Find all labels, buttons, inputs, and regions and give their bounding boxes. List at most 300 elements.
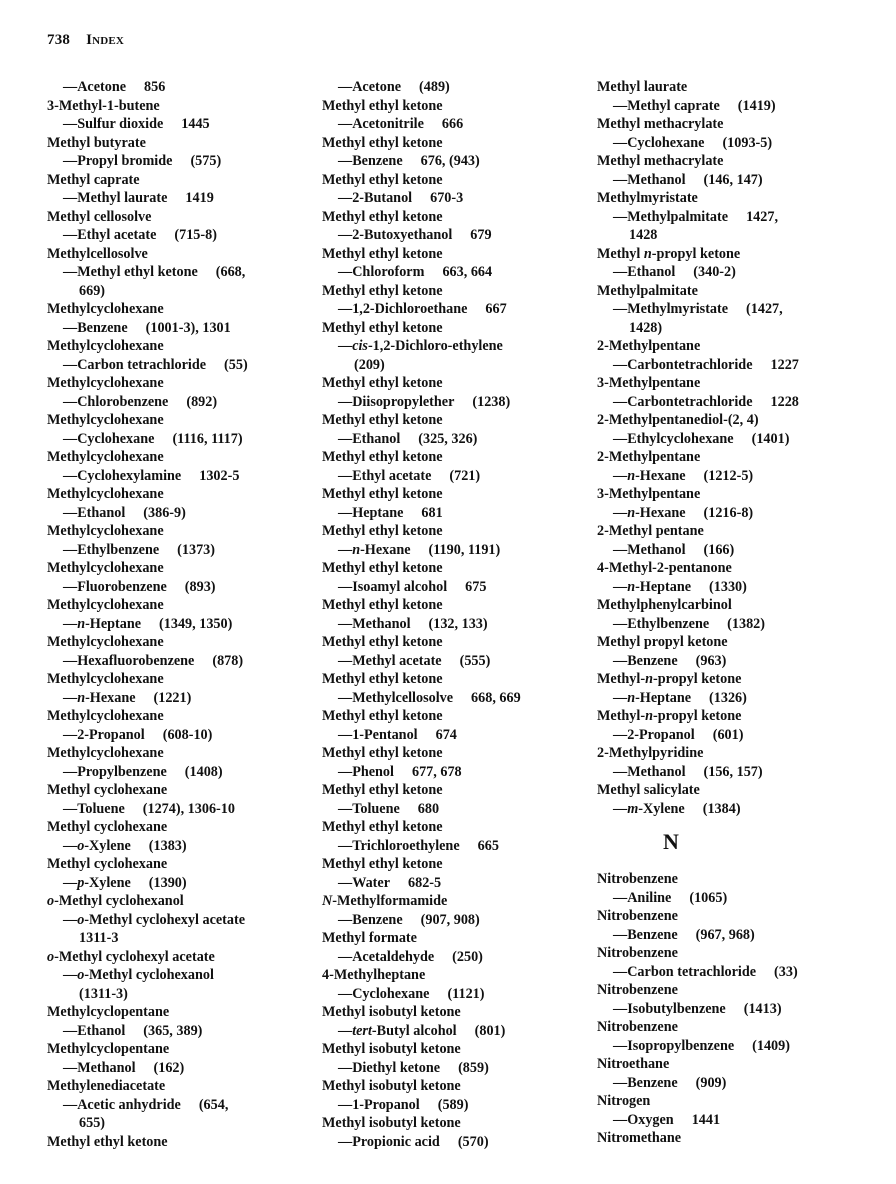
- index-subentry: [47, 393, 307, 412]
- italic-prefix: n: [627, 504, 636, 521]
- index-subentry: [597, 430, 857, 449]
- index-entry-heading: [47, 559, 307, 578]
- entry-text: 1428): [629, 319, 663, 336]
- entry-text: —Benzene: [613, 1074, 678, 1091]
- index-entry-heading: [597, 337, 857, 356]
- dash: —: [338, 541, 353, 558]
- index-subentry: [597, 263, 857, 282]
- entry-text: Methyl formate: [322, 930, 417, 946]
- page-reference: 856: [144, 79, 166, 95]
- entry-text: Methyl isobutyl ketone: [322, 1004, 461, 1020]
- index-subentry: [47, 578, 307, 597]
- entry-text: Methylcyclohexane: [47, 671, 164, 687]
- page-reference: (1212-5): [703, 467, 754, 484]
- page-reference: 681: [421, 504, 443, 521]
- dash: —: [63, 967, 78, 983]
- dash: —: [338, 1022, 353, 1039]
- index-entry-heading: [322, 1114, 582, 1133]
- index-subentry: [322, 1133, 582, 1152]
- index-subentry: [47, 189, 307, 208]
- page-reference: (721): [449, 467, 481, 484]
- page-reference: (1116, 1117): [172, 430, 243, 447]
- index-subentry: [322, 152, 582, 171]
- entry-text: 669): [79, 282, 106, 299]
- entry-text: —Isobutylbenzene: [613, 1000, 726, 1017]
- index-entry-heading: [597, 670, 857, 689]
- entry-text: Nitrobenzene: [597, 1019, 678, 1035]
- entry-text: —Carbon tetrachloride: [613, 963, 757, 980]
- entry-text: 2-Methylpentane: [597, 338, 701, 354]
- page-reference: (601): [712, 726, 744, 743]
- index-entry-heading: [322, 522, 582, 541]
- entry-text: Methyl-: [597, 708, 646, 724]
- page-reference: (608-10): [162, 726, 213, 743]
- index-entry-heading: [597, 522, 857, 541]
- page-reference: (1065): [689, 889, 728, 906]
- index-subentry: [322, 430, 582, 449]
- italic-prefix: o: [77, 967, 85, 983]
- entry-text: Methyl cellosolve: [47, 208, 152, 225]
- entry-text: Methylcyclohexane: [47, 634, 164, 650]
- entry-text: 1311-3: [79, 930, 119, 946]
- index-entry-heading: [597, 485, 857, 504]
- index-subentry: [597, 1037, 857, 1056]
- entry-text: Methylcyclohexane: [47, 597, 164, 613]
- dash: —: [613, 800, 628, 817]
- page-reference: 1228: [770, 393, 799, 410]
- entry-text: —Phenol: [338, 763, 394, 780]
- index-subentry: [322, 763, 582, 782]
- page-reference: (555): [459, 652, 491, 669]
- page-reference: (1401): [751, 430, 790, 447]
- entry-text: Methyl ethyl ketone: [322, 560, 443, 576]
- italic-prefix: n: [627, 467, 636, 484]
- index-entry-heading: [597, 870, 857, 889]
- page-reference: 674: [435, 726, 457, 743]
- index-entry-heading: [597, 907, 857, 926]
- entry-text: Methylcyclohexane: [47, 412, 164, 428]
- section-letter: N: [663, 829, 679, 854]
- entry-text: Methyl ethyl ketone: [322, 708, 443, 724]
- index-subentry: [47, 763, 307, 782]
- index-subentry: [322, 504, 582, 523]
- index-entry-heading: [47, 744, 307, 763]
- entry-text: -Methylformamide: [332, 893, 448, 909]
- entry-text: Nitrobenzene: [597, 982, 678, 998]
- index-subentry: [47, 541, 307, 560]
- page-reference: (1408): [184, 763, 223, 780]
- index-subentry: [47, 430, 307, 449]
- index-subentry: [322, 1022, 582, 1041]
- index-subentry: [47, 837, 307, 856]
- index-subentry: [322, 985, 582, 1004]
- entry-text: —Hexafluorobenzene: [63, 652, 195, 669]
- entry-text: Methyl isobutyl ketone: [322, 1041, 461, 1057]
- entry-text: Methyl salicylate: [597, 782, 700, 798]
- italic-prefix: o: [47, 893, 55, 909]
- index-entry-heading: [322, 966, 582, 985]
- entry-text: —Isoamyl alcohol: [338, 578, 448, 595]
- entry-text: Methyl ethyl ketone: [322, 171, 443, 188]
- page-reference: (1326): [709, 689, 747, 706]
- page-reference: (386-9): [143, 504, 186, 521]
- index-entry-heading: [47, 1077, 307, 1096]
- page-reference: (1382): [727, 615, 765, 632]
- index-entry-heading: [47, 134, 307, 153]
- dash: —: [613, 504, 628, 521]
- index-entry-heading: [597, 78, 857, 97]
- entry-text: —Chlorobenzene: [63, 393, 169, 410]
- italic-prefix: N: [322, 893, 333, 909]
- index-subentry: [322, 874, 582, 893]
- index-subentry: [47, 467, 307, 486]
- index-subentry: [322, 948, 582, 967]
- index-entry-heading: [597, 189, 857, 208]
- entry-text: Methyl ethyl ketone: [47, 1133, 168, 1150]
- entry-text: 1428: [629, 227, 658, 243]
- index-entry-heading: [322, 855, 582, 874]
- entry-text: —Methanol: [63, 1059, 136, 1076]
- entry-text: Methyl ethyl ketone: [322, 597, 443, 613]
- index-subentry: [597, 300, 857, 319]
- entry-text: —Ethanol: [63, 1022, 126, 1039]
- dash: —: [613, 578, 628, 595]
- index-entry-heading: [597, 152, 857, 171]
- page-reference: 663, 664: [442, 264, 493, 280]
- index-entry-heading: [47, 892, 307, 911]
- index-subentry: [322, 800, 582, 819]
- entry-text: —Propionic acid: [338, 1133, 440, 1150]
- entry-text: -propyl ketone: [651, 245, 741, 262]
- index-subentry: [47, 689, 307, 708]
- index-subentry: [597, 652, 857, 671]
- index-entry-heading: [47, 485, 307, 504]
- entry-text: Methyl ethyl ketone: [322, 819, 443, 835]
- index-subentry: [322, 1059, 582, 1078]
- index-subentry: [322, 541, 582, 560]
- entry-text: —1,2-Dichloroethane: [338, 301, 468, 317]
- page-reference: 667: [485, 301, 507, 317]
- index-entry-heading: [322, 171, 582, 190]
- index-continuation: [597, 226, 857, 245]
- entry-text: Methylphenylcarbinol: [597, 597, 732, 613]
- entry-text: Methylcyclohexane: [47, 338, 164, 354]
- entry-text: —Oxygen: [613, 1111, 674, 1128]
- entry-text: Methyl ethyl ketone: [322, 449, 443, 465]
- entry-text: —Benzene: [63, 319, 128, 336]
- page-reference: (715-8): [174, 227, 217, 243]
- index-continuation: [322, 356, 582, 375]
- entry-text: Methylcyclohexane: [47, 708, 164, 724]
- entry-text: —Methyl caprate: [613, 97, 720, 114]
- index-subentry: [322, 578, 582, 597]
- index-entry-heading: [322, 929, 582, 948]
- page-reference: 1419: [185, 190, 214, 206]
- index-subentry: [47, 874, 307, 893]
- entry-text: 2-Methyl pentane: [597, 523, 704, 539]
- index-entry-heading: [597, 1018, 857, 1037]
- index-continuation: [47, 985, 307, 1004]
- entry-text: -Methyl cyclohexanol: [54, 893, 184, 909]
- entry-text: -Hexane: [635, 504, 686, 521]
- italic-prefix: n: [77, 615, 86, 632]
- entry-text: Methyl ethyl ketone: [322, 671, 443, 687]
- entry-text: —Methanol: [338, 615, 411, 632]
- entry-text: Methyl cyclohexane: [47, 819, 168, 835]
- entry-text: Methyl ethyl ketone: [322, 782, 443, 798]
- index-subentry: [322, 78, 582, 97]
- page-reference: 1427,: [746, 208, 778, 225]
- index-entry-heading: [597, 374, 857, 393]
- index-subentry: [597, 615, 857, 634]
- index-subentry: [322, 726, 582, 745]
- index-entry-heading: [47, 1003, 307, 1022]
- index-subentry: [597, 171, 857, 190]
- italic-prefix: n: [627, 689, 636, 706]
- index-entry-heading: [597, 1055, 857, 1074]
- entry-text: Methyl ethyl ketone: [322, 208, 443, 225]
- entry-text: —Water: [338, 874, 391, 891]
- index-subentry: [322, 911, 582, 930]
- entry-text: (209): [354, 356, 385, 373]
- page-reference: (365, 389): [143, 1022, 203, 1039]
- entry-text: 655): [79, 1115, 106, 1131]
- index-continuation: [47, 929, 307, 948]
- entry-text: Methyl-: [597, 671, 646, 687]
- index-entry-heading: [597, 1129, 857, 1148]
- page-reference: (1384): [702, 800, 741, 817]
- entry-text: Methylenediacetate: [47, 1078, 166, 1094]
- index-entry-heading: [597, 282, 857, 301]
- entry-text: —1-Pentanol: [338, 726, 418, 743]
- index-subentry: [322, 467, 582, 486]
- entry-text: -Methyl cyclohexyl acetate: [84, 911, 246, 928]
- page-reference: (1121): [447, 985, 485, 1002]
- index-subentry: [322, 1096, 582, 1115]
- entry-text: -Hexane: [85, 689, 136, 706]
- entry-text: —Benzene: [613, 652, 678, 669]
- entry-text: —Cyclohexane: [613, 134, 705, 151]
- index-entry-heading: [322, 1040, 582, 1059]
- page-reference: (892): [186, 393, 218, 410]
- entry-text: -Methyl cyclohexanol: [84, 967, 214, 983]
- entry-text: —2-Butoxyethanol: [338, 227, 453, 243]
- page-reference: 677, 678: [411, 763, 462, 780]
- index-subentry: [597, 578, 857, 597]
- page-reference: 682-5: [408, 874, 442, 891]
- entry-text: Methylcyclohexane: [47, 745, 164, 761]
- entry-text: —Fluorobenzene: [63, 578, 167, 595]
- entry-text: —Cyclohexylamine: [63, 467, 182, 484]
- index-subentry: [597, 541, 857, 560]
- page-reference: (1001-3), 1301: [145, 319, 231, 336]
- page-reference: (1390): [148, 874, 187, 891]
- entry-text: —Ethanol: [338, 430, 401, 447]
- index-entry-heading: [322, 633, 582, 652]
- entry-text: Methyl ethyl ketone: [322, 486, 443, 502]
- italic-prefix: n: [645, 671, 653, 687]
- page-reference: (1274), 1306-10: [142, 800, 235, 817]
- page-reference: 676, (943): [420, 153, 480, 169]
- index-subentry: [597, 467, 857, 486]
- entry-text: 2-Methylpyridine: [597, 745, 704, 761]
- page-reference: (250): [452, 948, 483, 965]
- entry-text: Methyl ethyl ketone: [322, 282, 443, 299]
- entry-text: Nitromethane: [597, 1130, 682, 1146]
- entry-text: Nitrobenzene: [597, 945, 678, 961]
- page-header: [47, 32, 124, 49]
- page-reference: (1409): [752, 1037, 790, 1054]
- index-subentry: [47, 911, 307, 930]
- index-continuation: [597, 319, 857, 338]
- entry-text: Nitrogen: [597, 1093, 651, 1109]
- entry-text: -Methyl cyclohexyl acetate: [54, 948, 215, 965]
- index-subentry: [47, 152, 307, 171]
- entry-text: (1311-3): [79, 985, 128, 1002]
- index-entry-heading: [322, 134, 582, 153]
- page-reference: (132, 133): [428, 615, 488, 632]
- entry-text: Methyl methacrylate: [597, 116, 724, 132]
- page-reference: 1441: [691, 1111, 721, 1128]
- entry-text: Methyl ethyl ketone: [322, 634, 443, 650]
- italic-prefix: p: [77, 874, 85, 891]
- index-entry-heading: [597, 411, 857, 430]
- entry-text: Methylcyclohexane: [47, 560, 164, 576]
- entry-text: —Carbontetrachloride: [613, 393, 753, 410]
- page-reference: (893): [184, 578, 216, 595]
- entry-text: Methyl butyrate: [47, 134, 146, 151]
- page-reference: (1413): [743, 1000, 782, 1017]
- index-subentry: [597, 800, 857, 819]
- entry-text: —Ethylcyclohexane: [613, 430, 734, 447]
- index-continuation: [47, 1114, 307, 1133]
- page-reference: (1349, 1350): [159, 615, 233, 632]
- page-reference: (1373): [177, 541, 215, 558]
- index-entry-heading: [322, 97, 582, 116]
- entry-text: —Trichloroethylene: [338, 837, 460, 854]
- entry-text: 2-Methylpentanediol-(2, 4): [597, 412, 759, 428]
- entry-text: 3-Methylpentane: [597, 486, 701, 502]
- index-subentry: [597, 134, 857, 153]
- index-subentry: [597, 356, 857, 375]
- entry-text: —Ethylbenzene: [613, 615, 710, 632]
- page-reference: (1216-8): [703, 504, 754, 521]
- index-subentry: [322, 115, 582, 134]
- page-number: 738: [47, 32, 71, 48]
- entry-text: —1-Propanol: [338, 1096, 420, 1113]
- entry-text: Methyl propyl ketone: [597, 634, 728, 650]
- entry-text: Methyl caprate: [47, 171, 140, 188]
- index-entry-heading: [597, 744, 857, 763]
- index-subentry: [597, 393, 857, 412]
- index-subentry: [597, 689, 857, 708]
- index-entry-heading: [322, 744, 582, 763]
- index-entry-heading: [47, 300, 307, 319]
- entry-text: Methyl ethyl ketone: [322, 523, 443, 539]
- entry-text: —Benzene: [338, 153, 403, 169]
- page-reference: 668, 669: [471, 689, 521, 706]
- entry-text: Methyl ethyl ketone: [322, 319, 443, 336]
- entry-text: —Acetic anhydride: [63, 1096, 181, 1113]
- index-entry-heading: [597, 944, 857, 963]
- index-entry-heading: [597, 633, 857, 652]
- index-entry-heading: [47, 818, 307, 837]
- page-reference: 666: [441, 116, 464, 132]
- index-entry-heading: [322, 282, 582, 301]
- index-subentry: [47, 115, 307, 134]
- page-reference: (1427,: [746, 301, 783, 317]
- page-reference: (654,: [198, 1096, 229, 1113]
- index-entry-heading: [322, 319, 582, 338]
- entry-text: Methylcyclohexane: [47, 301, 164, 317]
- index-entry-heading: [47, 245, 307, 264]
- index-entry-heading: [597, 115, 857, 134]
- index-entry-heading: [597, 559, 857, 578]
- italic-prefix: o: [77, 837, 85, 854]
- italic-prefix: o: [47, 948, 55, 965]
- index-entry-heading: [47, 448, 307, 467]
- entry-text: Methyl ethyl ketone: [322, 97, 443, 114]
- index-entry-heading: [597, 596, 857, 615]
- index-entry-heading: [597, 245, 857, 264]
- entry-text: —Propyl bromide: [63, 153, 173, 169]
- italic-prefix: n: [77, 689, 86, 706]
- page-reference: (162): [153, 1059, 185, 1076]
- entry-text: —Ethanol: [63, 504, 126, 521]
- page-reference: (33): [774, 963, 798, 980]
- index-entry-heading: [47, 633, 307, 652]
- entry-text: -propyl ketone: [652, 671, 742, 687]
- index-entry-heading: [322, 208, 582, 227]
- entry-text: —Methyl acetate: [338, 652, 442, 669]
- index-continuation: [47, 282, 307, 301]
- page-reference: (55): [224, 356, 248, 373]
- entry-text: —Acetone: [338, 79, 402, 95]
- index-subentry: [47, 966, 307, 985]
- entry-text: —Ethyl acetate: [63, 227, 157, 243]
- index-subentry: [47, 504, 307, 523]
- entry-text: -Heptane: [85, 615, 142, 632]
- entry-text: —Diethyl ketone: [338, 1059, 441, 1076]
- page-reference: (156, 157): [703, 763, 763, 780]
- dash: —: [63, 689, 78, 706]
- entry-text: Nitroethane: [597, 1056, 670, 1072]
- entry-text: —Methylmyristate: [613, 301, 729, 317]
- index-subentry: [322, 189, 582, 208]
- entry-text: —Methanol: [613, 763, 686, 780]
- entry-text: —Heptane: [338, 504, 404, 521]
- entry-text: —2-Propanol: [613, 726, 695, 743]
- entry-text: —Toluene: [338, 800, 400, 817]
- entry-text: -Xylene: [84, 837, 131, 854]
- index-entry-heading: [47, 522, 307, 541]
- index-subentry: [47, 1096, 307, 1115]
- entry-text: Nitrobenzene: [597, 871, 678, 887]
- entry-text: Methylcyclohexane: [47, 523, 164, 539]
- entry-text: —Methyl laurate: [63, 190, 168, 206]
- entry-text: —Cyclohexane: [63, 430, 155, 447]
- index-entry-heading: [47, 670, 307, 689]
- index-subentry: [597, 97, 857, 116]
- index-subentry: [47, 800, 307, 819]
- entry-text: —Carbon tetrachloride: [63, 356, 207, 373]
- index-entry-heading: [47, 596, 307, 615]
- index-entry-heading: [322, 596, 582, 615]
- index-subentry: [597, 504, 857, 523]
- index-entry-heading: [322, 670, 582, 689]
- entry-text: Methylcyclohexane: [47, 486, 164, 502]
- index-subentry: [47, 319, 307, 338]
